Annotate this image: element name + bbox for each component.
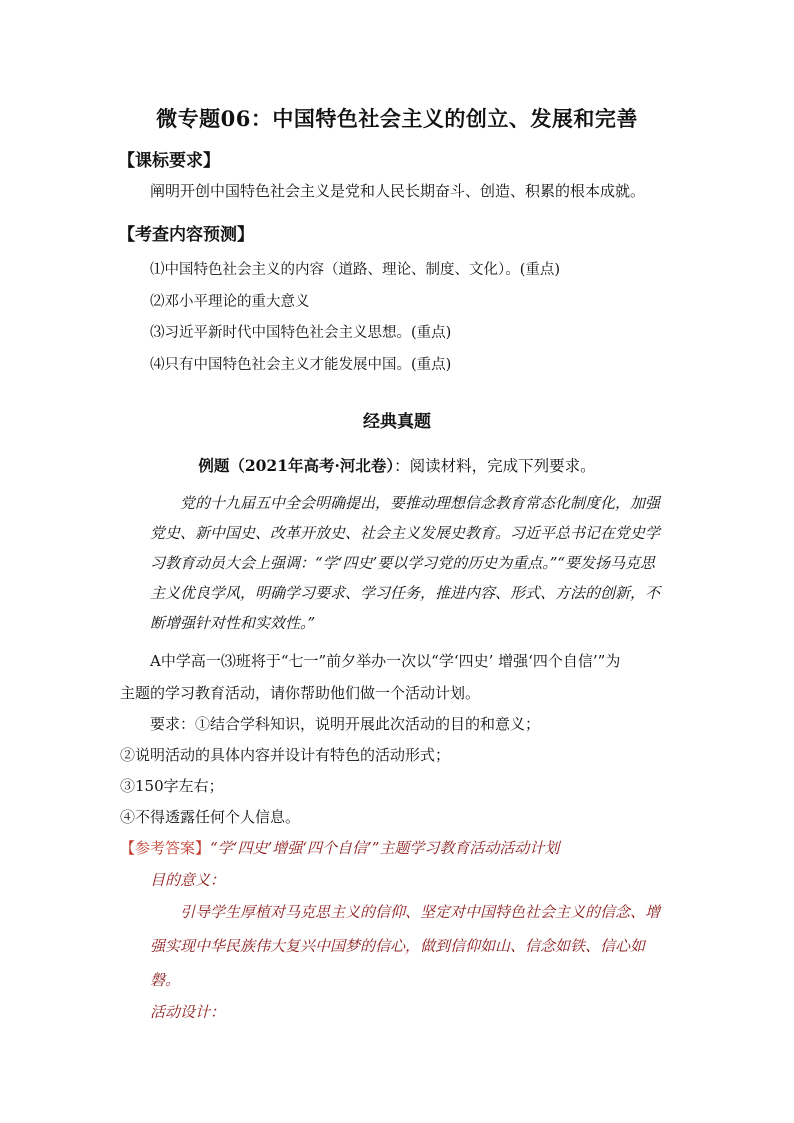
forecast-item: ⑶习近平新时代中国特色社会主义思想。(重点) xyxy=(150,325,452,341)
page-title: 微专题06：中国特色社会主义的创立、发展和完善 xyxy=(156,106,638,131)
forecast-item: ⑴中国特色社会主义的内容（道路、理论、制度、文化）。(重点) xyxy=(150,262,561,278)
example-label: 例题（2021年高考·河北卷） xyxy=(198,456,395,475)
curriculum-heading: 【课标要求】 xyxy=(118,151,220,171)
answer-title: “学‘四史’增强‘四个自信’”主题学习教育活动活动计划 xyxy=(210,839,560,857)
requirement-4: ④不得透露任何个人信息。 xyxy=(120,808,301,826)
curriculum-text: 阐明开创中国特色社会主义是党和人民长期奋斗、创造、积累的根本成就。 xyxy=(150,182,646,200)
answer-heading xyxy=(120,837,559,858)
requirement-1: 要求：①结合学科知识，说明开展此次活动的目的和意义； xyxy=(150,715,541,733)
example-instruction: ：阅读材料，完成下列要求。 xyxy=(394,457,596,475)
forecast-item: ⑷只有中国特色社会主义才能发展中国。(重点) xyxy=(150,357,452,373)
forecast-heading: 【考查内容预测】 xyxy=(118,225,254,245)
task-line-1: A中学高一⑶班将于“七一”前夕举办一次以“学‘四史’ 增强‘四个自信’”为 xyxy=(150,652,621,670)
forecast-item: ⑵邓小平理论的重大意义 xyxy=(150,294,310,310)
purpose-label: 目的意义： xyxy=(150,871,226,889)
task-line-2: 主题的学习教育活动，请你帮助他们做一个活动计划。 xyxy=(120,684,481,702)
requirement-3: ③150字左右； xyxy=(120,777,224,795)
classic-heading: 经典真题 xyxy=(363,412,431,432)
answer-label: 【参考答案】 xyxy=(120,839,211,857)
design-label: 活动设计： xyxy=(150,1003,226,1021)
purpose-text: 引导学生厚植对马克思主义的信仰、坚定对中国特色社会主义的信念、增强实现中华民族伟大复兴中国梦的信心，做到信仰如山、信念如铁、信心如磐。 xyxy=(150,903,661,989)
example-material: 党的十九届五中全会明确提出，要推动理想信念教育常态化制度化，加强党史、新中国史、改革开放史、社会主义发展史教育。习近平总书记在党史学习教育动员大会上强调：“学‘四史’要以学习党的历史为重点。”“要发扬马克思主义优良学风，明确学习要求、学习任务，推进内容、形式、方法的创新，不断增强针对性和实效性。” xyxy=(150,494,661,632)
example-title xyxy=(0,455,794,477)
requirement-2: ②说明活动的具体内容并设计有特色的活动形式； xyxy=(120,746,451,764)
